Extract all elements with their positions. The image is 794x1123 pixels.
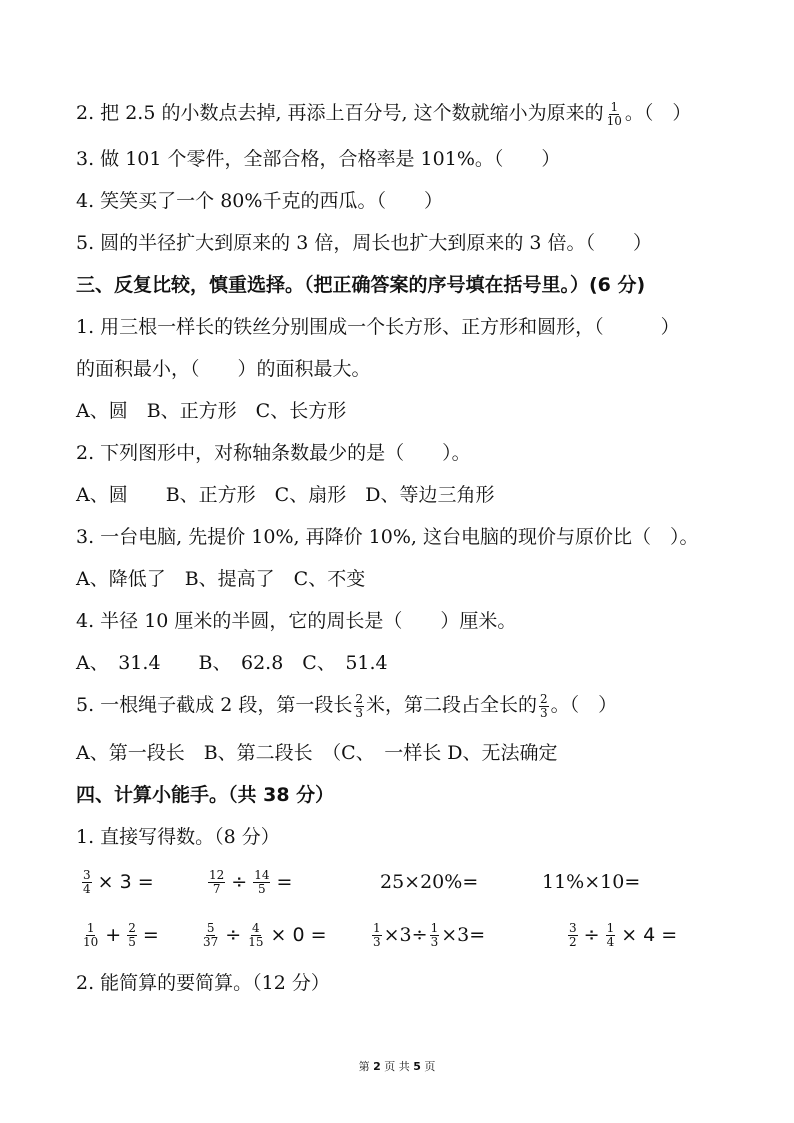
subsection-simplify: 2. 能简算的要简算。（12 分） bbox=[76, 972, 330, 994]
calc-item: $\frac{1}{10}$ + $\frac{2}{5}$ = bbox=[83, 920, 159, 949]
section-3-heading: 三、反复比较，慎重选择。（把正确答案的序号填在括号里。）(6 分) bbox=[76, 274, 646, 296]
question-mc-2-options: A、圆 B、正方形 C、扇形 D、等边三角形 bbox=[76, 484, 495, 506]
calc-item: 11%×10= bbox=[542, 871, 641, 893]
question-tf-4: 4. 笑笑买了一个 80%千克的西瓜。（ ） bbox=[76, 190, 443, 212]
calc-row-1 bbox=[76, 862, 754, 902]
question-mc-5-options: A、第一段长 B、第二段长 （C、 一样长 D、无法确定 bbox=[76, 742, 558, 764]
question-mc-1-options: A、圆 B、正方形 C、长方形 bbox=[76, 400, 347, 422]
calc-item: $\frac{1}{3}$ ×3÷ $\frac{1}{3}$ ×3= bbox=[373, 920, 486, 949]
question-mc-5: 5. 一根绳子截成 2 段，第一段长 $\frac{2}{3}$ 米，第二段占全长的 $\frac{2}{3}$ 。（ ） bbox=[76, 691, 618, 720]
question-mc-1-line1: 1. 用三根一样长的铁丝分别围成一个长方形、正方形和圆形，（ ） bbox=[76, 316, 680, 338]
page-footer: 第 2 页 共 5 页 bbox=[358, 1060, 436, 1073]
section-4-heading: 四、计算小能手。（共 38 分） bbox=[76, 784, 335, 806]
calc-row-2 bbox=[76, 915, 754, 955]
question-mc-3: 3. 一台电脑, 先提价 10%, 再降价 10%, 这台电脑的现价与原价比（ ）。 bbox=[76, 526, 699, 548]
question-tf-5: 5. 圆的半径扩大到原来的 3 倍，周长也扩大到原来的 3 倍。（ ） bbox=[76, 232, 653, 254]
fraction: $\frac{2}{3}$ bbox=[540, 691, 548, 720]
question-mc-4: 4. 半径 10 厘米的半圆，它的周长是（ ）厘米。 bbox=[76, 610, 517, 632]
calc-item: $\frac{3}{2}$ ÷ $\frac{1}{4}$ × 4 = bbox=[569, 920, 678, 949]
question-mc-1-line2: 的面积最小，（ ）的面积最大。 bbox=[76, 358, 371, 380]
calc-item: $\frac{5}{37}$ ÷ $\frac{4}{15}$ × 0 = bbox=[203, 920, 327, 949]
fraction: $\frac{1}{10}$ bbox=[606, 99, 622, 128]
calc-item: 25×20%= bbox=[380, 871, 479, 893]
fraction: $\frac{2}{3}$ bbox=[355, 691, 363, 720]
calc-item: $\frac{3}{4}$ × 3 = bbox=[83, 867, 154, 896]
subsection-direct-answers: 1. 直接写得数。（8 分） bbox=[76, 826, 280, 848]
calc-item: $\frac{12}{7}$ ÷ $\frac{14}{5}$ = bbox=[209, 867, 293, 896]
question-mc-4-options: A、 31.4 B、 62.8 C、 51.4 bbox=[76, 652, 388, 674]
question-mc-3-options: A、降低了 B、提高了 C、不变 bbox=[76, 568, 366, 590]
question-mc-2: 2. 下列图形中，对称轴条数最少的是（ ）。 bbox=[76, 442, 471, 464]
question-tf-2: 2. 把 2.5 的小数点去掉, 再添上百分号, 这个数就缩小为原来的 $\frac{1}{10}$ 。（ ） bbox=[76, 99, 692, 128]
question-tf-3: 3. 做 101 个零件，全部合格，合格率是 101%。（ ） bbox=[76, 148, 561, 170]
